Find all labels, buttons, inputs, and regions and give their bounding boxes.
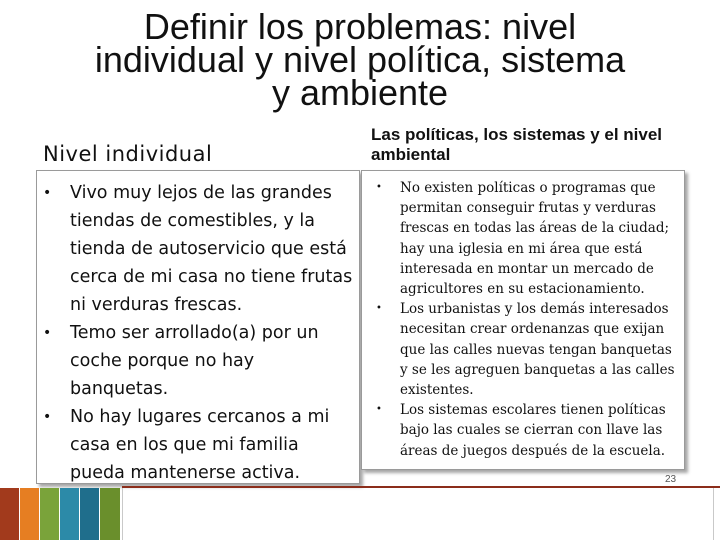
footer-stripe-4 <box>60 488 79 540</box>
list-item-text: Los urbanistas y los demás interesados necesitan crear ordenanzas que exijan que las calles nuevas tengan banquetas y se les agreguen banquetas a las calles existentes. <box>400 301 675 399</box>
list-item <box>43 179 355 319</box>
right-column-heading: Las políticas, los sistemas y el nivel ambiental <box>371 125 663 164</box>
footer-stripe-5 <box>80 488 99 540</box>
bullet-icon: • <box>376 303 382 315</box>
footer-stripe-3 <box>40 488 59 540</box>
bullet-icon: • <box>43 185 52 201</box>
list-item-text: Temo ser arrollado(a) por un coche porque no hay banquetas. <box>70 323 319 399</box>
footer-stripe-6 <box>100 488 120 540</box>
bullet-icon: • <box>43 409 52 425</box>
footer-stripe-2 <box>20 488 39 540</box>
left-bullet-list <box>43 179 355 487</box>
list-item-text: No existen políticas o programas que permitan conseguir frutas y verduras frescas en todas las áreas de la ciudad; hay una iglesia en mi área que está interesada en montar un mercado de agricultores en su estacionamiento. <box>400 180 670 298</box>
footer-stripe-1 <box>0 488 19 540</box>
page-number: 23 <box>665 474 677 485</box>
list-item <box>376 400 678 461</box>
bullet-icon: • <box>376 182 382 193</box>
left-content-box <box>36 170 360 484</box>
list-item <box>376 178 678 299</box>
list-item <box>376 299 678 400</box>
right-content-box <box>361 170 685 470</box>
bullet-icon: • <box>43 325 52 341</box>
left-column-heading: Nivel individual <box>43 142 213 166</box>
list-item <box>43 403 355 487</box>
footer-bar <box>122 488 714 540</box>
list-item <box>43 319 355 403</box>
slide-title: Definir los problemas: nivel individual y nivel política, sistema y ambiente <box>94 6 626 113</box>
list-item-text: No hay lugares cercanos a mi casa en los que mi familia pueda mantenerse activa. <box>70 407 330 483</box>
right-bullet-list <box>376 178 678 461</box>
list-item-text: Vivo muy lejos de las grandes tiendas de comestibles, y la tienda de autoservicio que está cerca de mi casa no tiene frutas ni verduras frescas. <box>70 183 353 315</box>
bullet-icon: • <box>376 404 382 416</box>
list-item-text: Los sistemas escolares tienen políticas bajo las cuales se cierran con llave las áreas de juegos después de la escuela. <box>400 402 666 459</box>
